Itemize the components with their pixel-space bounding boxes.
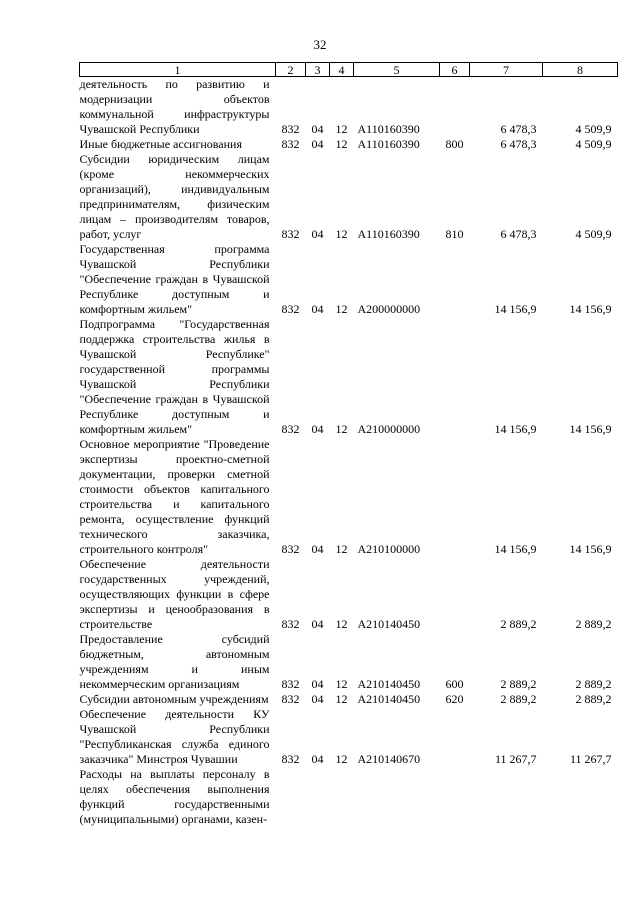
header-row xyxy=(80,63,618,77)
table-row xyxy=(80,632,618,692)
row-target: A210140450 xyxy=(357,692,421,706)
row-sum-2: 4 509,9 xyxy=(575,137,612,151)
row-subsection: 12 xyxy=(335,122,348,136)
row-subsection: 12 xyxy=(335,227,348,241)
row-ministry: 832 xyxy=(281,752,300,766)
row-target: A210140450 xyxy=(357,617,421,631)
row-section: 04 xyxy=(311,122,324,136)
row-target: A110160390 xyxy=(357,227,420,241)
row-sum-1: 11 267,7 xyxy=(494,752,537,766)
row-sum-2: 14 156,9 xyxy=(569,422,612,436)
budget-table xyxy=(79,62,618,827)
row-expense-type: 800 xyxy=(445,137,464,151)
row-section: 04 xyxy=(311,422,324,436)
row-sum-1: 14 156,9 xyxy=(494,302,537,316)
row-ministry: 832 xyxy=(281,692,300,706)
row-target: A210140670 xyxy=(357,752,421,766)
header-col-4: 4 xyxy=(330,63,354,77)
row-expense-type xyxy=(440,557,470,632)
row-target: A200000000 xyxy=(357,302,421,316)
row-expense-type xyxy=(440,77,470,138)
row-ministry: 832 xyxy=(281,422,300,436)
row-section: 04 xyxy=(311,542,324,556)
row-target: A110160390 xyxy=(357,137,420,151)
row-ministry: 832 xyxy=(281,617,300,631)
row-subsection: 12 xyxy=(335,137,348,151)
row-section: 04 xyxy=(311,227,324,241)
row-subsection xyxy=(330,767,354,827)
row-sum-1: 6 478,3 xyxy=(500,227,537,241)
row-description: Субсидии автономным учреждениям xyxy=(79,692,269,706)
row-sum-1: 6 478,3 xyxy=(500,137,537,151)
row-expense-type xyxy=(440,707,470,767)
row-expense-type xyxy=(440,242,470,317)
row-sum-2: 2 889,2 xyxy=(575,692,612,706)
table-header xyxy=(80,63,618,77)
row-target: A110160390 xyxy=(357,122,420,136)
row-target: A210100000 xyxy=(357,542,421,556)
row-subsection: 12 xyxy=(335,617,348,631)
row-description: Иные бюджетные ассигнования xyxy=(79,137,242,151)
row-sum-1: 2 889,2 xyxy=(500,677,537,691)
row-ministry: 832 xyxy=(281,137,300,151)
row-sum-2: 11 267,7 xyxy=(569,752,612,766)
row-section: 04 xyxy=(311,677,324,691)
row-sum-2: 14 156,9 xyxy=(569,542,612,556)
row-subsection: 12 xyxy=(335,692,348,706)
row-ministry: 832 xyxy=(281,122,300,136)
table-body xyxy=(80,77,618,828)
row-subsection: 12 xyxy=(335,542,348,556)
row-expense-type xyxy=(440,317,470,437)
row-expense-type xyxy=(440,437,470,557)
row-expense-type: 810 xyxy=(445,227,464,241)
row-ministry: 832 xyxy=(281,542,300,556)
row-sum-1: 2 889,2 xyxy=(500,692,537,706)
row-ministry xyxy=(276,767,306,827)
header-col-8: 8 xyxy=(543,63,618,77)
row-section: 04 xyxy=(311,302,324,316)
row-description: Обеспечение деятельности государственных учреждений, осуществляющих функции в сфере экспертизы и ценообразования в строительстве xyxy=(79,557,270,631)
row-description: Подпрограмма "Государственная поддержка строительства жилья в Чувашской Республике" государственной программы Чувашской Республики "Обеспечение граждан в Чувашской Республике доступным и комфортным жильем" xyxy=(79,317,270,436)
row-description: Обеспечение деятельности КУ Чувашской Республики "Республиканская служба единого заказчика" Минстроя Чувашии xyxy=(79,707,270,766)
table-row xyxy=(80,437,618,557)
row-subsection: 12 xyxy=(335,422,348,436)
row-sum-2: 4 509,9 xyxy=(575,227,612,241)
row-target: A210000000 xyxy=(357,422,421,436)
row-ministry: 832 xyxy=(281,227,300,241)
row-section xyxy=(306,767,330,827)
header-col-5: 5 xyxy=(354,63,440,77)
row-description: Предоставление субсидий бюджетным, автономным учреждениям и иным некоммерческим организациям xyxy=(79,632,270,691)
row-sum-2: 2 889,2 xyxy=(575,617,612,631)
row-section: 04 xyxy=(311,692,324,706)
row-section: 04 xyxy=(311,617,324,631)
table-row xyxy=(80,767,618,827)
row-expense-type: 600 xyxy=(445,677,464,691)
row-sum-2: 2 889,2 xyxy=(575,677,612,691)
table-row xyxy=(80,557,618,632)
row-subsection: 12 xyxy=(335,677,348,691)
row-section: 04 xyxy=(311,137,324,151)
row-expense-type: 620 xyxy=(445,692,464,706)
row-sum-1: 6 478,3 xyxy=(500,122,537,136)
row-target xyxy=(354,767,440,827)
table-row xyxy=(80,242,618,317)
row-ministry: 832 xyxy=(281,677,300,691)
header-col-3: 3 xyxy=(306,63,330,77)
row-sum-1: 14 156,9 xyxy=(494,542,537,556)
page-number: 32 xyxy=(313,37,327,52)
row-description: Государственная программа Чувашской Республики "Обеспечение граждан в Чувашской Республике доступным и комфортным жильем" xyxy=(79,242,270,316)
table-row xyxy=(80,137,618,152)
row-subsection: 12 xyxy=(335,752,348,766)
row-target: A210140450 xyxy=(357,677,421,691)
row-section: 04 xyxy=(311,752,324,766)
row-sum-1: 14 156,9 xyxy=(494,422,537,436)
table-row xyxy=(80,707,618,767)
row-ministry: 832 xyxy=(281,302,300,316)
row-sum-2: 4 509,9 xyxy=(575,122,612,136)
row-expense-type xyxy=(440,767,470,827)
row-description: Субсидии юридическим лицам (кроме некоммерческих организаций), индивидуальным предпринимателям, физическим лицам – производителям товаров, работ, услуг xyxy=(79,152,270,241)
table-row xyxy=(80,317,618,437)
header-col-1: 1 xyxy=(80,63,276,77)
header-col-6: 6 xyxy=(440,63,470,77)
header-col-7: 7 xyxy=(470,63,543,77)
table-row xyxy=(80,77,618,138)
row-sum-1: 2 889,2 xyxy=(500,617,537,631)
header-col-2: 2 xyxy=(276,63,306,77)
row-subsection: 12 xyxy=(335,302,348,316)
row-description: Основное мероприятие "Проведение экспертизы проектно-сметной документации, проверки сметной стоимости объектов капитального строительства и капитального ремонта, осуществление функций технического заказчика, строительного контроля" xyxy=(79,437,270,556)
table-row xyxy=(80,692,618,707)
row-sum-1 xyxy=(470,767,543,827)
row-sum-2 xyxy=(543,767,618,827)
table-row xyxy=(80,152,618,242)
row-sum-2: 14 156,9 xyxy=(569,302,612,316)
row-description: Расходы на выплаты персоналу в целях обеспечения выполнения функций государственными (муниципальными) органами, казен- xyxy=(79,767,270,826)
row-description: деятельность по развитию и модернизации объектов коммунальной инфраструктуры Чувашской Республики xyxy=(79,77,270,136)
